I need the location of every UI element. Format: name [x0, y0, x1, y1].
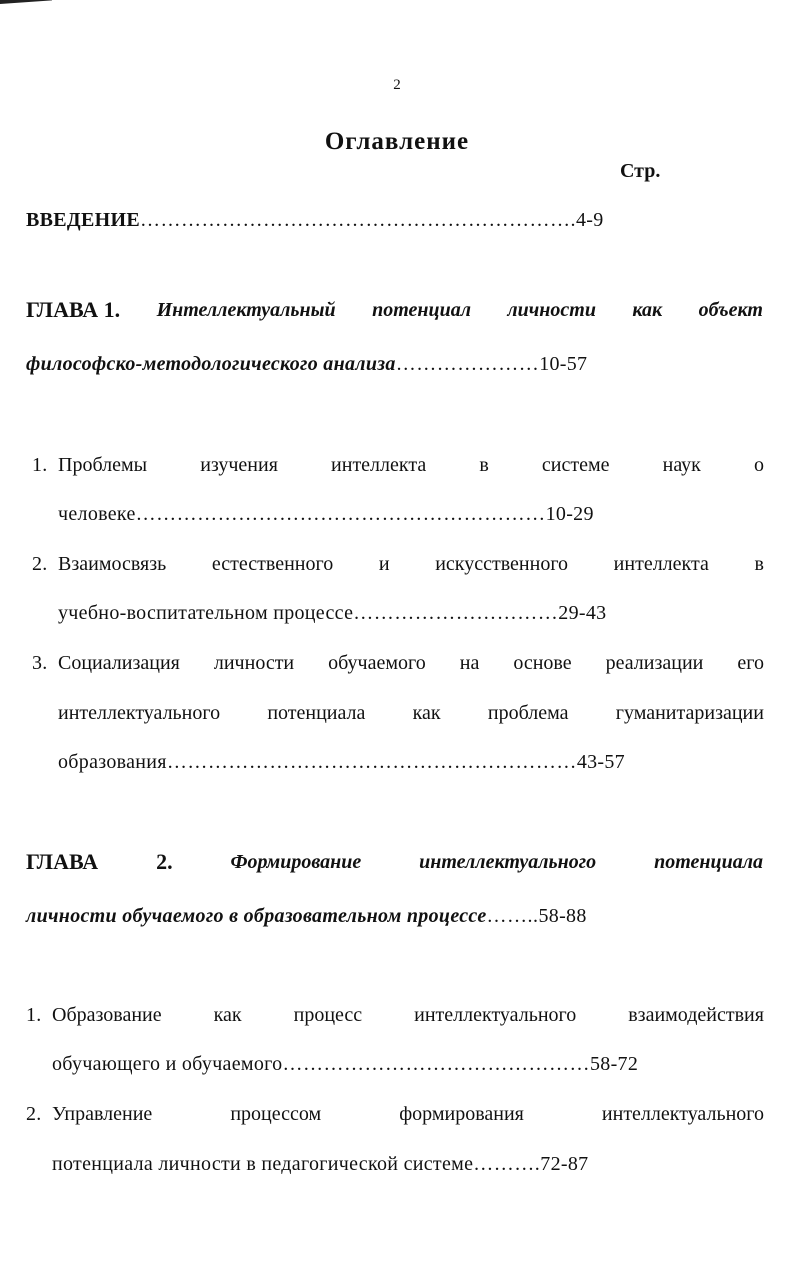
toc-intro-label: ВВЕДЕНИЕ	[26, 209, 140, 231]
page-column-label: Стр.	[620, 160, 661, 182]
chapter2-title-word: интеллектуального	[419, 851, 597, 873]
chapter1-title-cont: философско-методологического анализа	[26, 353, 396, 375]
section-word: интеллекта	[613, 553, 709, 575]
toc-page-range: 43-57	[576, 751, 625, 773]
chapter1-title-word: объект	[698, 299, 763, 321]
section-word: потенциала	[267, 702, 366, 724]
chapter1-title-word: потенциал	[372, 299, 471, 321]
toc-page-range: 29-43	[558, 602, 607, 624]
section-word: изучения	[200, 454, 278, 476]
toc-leader-dots: ……………………………………………………	[135, 503, 546, 525]
section-word: интеллекта	[331, 454, 427, 476]
toc-leader-dots: ……………………………………………………	[166, 751, 577, 773]
section-number: 2.	[32, 553, 48, 575]
section-word: гуманитаризации	[615, 702, 764, 724]
section-1-1-line2	[58, 501, 594, 527]
chapter2-label-number: 2.	[156, 849, 173, 874]
section-word: процессом	[230, 1103, 322, 1125]
section-2-1-line2	[52, 1051, 638, 1077]
chapter2-heading-line2	[26, 903, 587, 929]
section-word: Образование	[52, 1004, 162, 1026]
section-1-2-line2	[58, 600, 606, 626]
section-text: потенциала личности в педагогической системе	[52, 1153, 474, 1175]
section-word: Социализация	[58, 652, 180, 674]
toc-page-range: 58-72	[589, 1053, 639, 1075]
section-text: учебно-воспитательном процессе	[58, 602, 354, 624]
section-number: 3.	[32, 652, 48, 674]
scan-artifact	[0, 0, 52, 4]
chapter2-title-word: потенциала	[654, 851, 763, 873]
section-word: Проблемы	[58, 454, 148, 476]
section-word: на	[459, 652, 480, 674]
section-1-2-line1	[58, 551, 764, 577]
section-number: 1.	[32, 454, 48, 476]
chapter1-title-word: Интеллектуальный	[156, 299, 336, 321]
section-word: о	[754, 454, 764, 476]
section-2-1-line1	[52, 1002, 764, 1028]
section-word: и	[378, 553, 390, 575]
section-1-1-line1	[58, 452, 764, 478]
section-word: искусственного	[435, 553, 569, 575]
section-text: человеке	[58, 503, 136, 525]
section-text: обучающего и обучаемого	[52, 1053, 283, 1075]
chapter1-title-word: личности	[507, 299, 596, 321]
section-number: 1.	[26, 1004, 42, 1026]
section-word: Взаимосвязь	[58, 553, 167, 575]
section-word: Управление	[52, 1103, 153, 1125]
chapter1-label: ГЛАВА 1.	[26, 297, 121, 322]
section-word: как	[213, 1004, 242, 1026]
toc-page-range: 72-87	[540, 1153, 589, 1175]
section-1-3-line3	[58, 749, 625, 775]
section-word: естественного	[211, 553, 334, 575]
chapter1-heading-line1	[26, 297, 763, 323]
section-1-3-line2	[58, 700, 764, 726]
chapter2-label-word: ГЛАВА	[26, 849, 99, 874]
toc-page-range: 58-88	[538, 905, 587, 927]
section-word: основе	[513, 652, 572, 674]
section-word: процесс	[293, 1004, 363, 1026]
section-word: системе	[541, 454, 610, 476]
toc-leader-dots: ………………………………………	[282, 1053, 590, 1075]
chapter2-title-word: Формирование	[230, 851, 362, 873]
toc-page-range: 10-29	[545, 503, 594, 525]
toc-page-range: 4-9	[575, 209, 604, 231]
section-word: личности	[213, 652, 295, 674]
chapter2-heading-line1	[26, 849, 763, 875]
section-word: взаимодействия	[628, 1004, 764, 1026]
section-word: обучаемого	[328, 652, 426, 674]
section-word: реализации	[605, 652, 704, 674]
section-word: наук	[662, 454, 701, 476]
page-title: Оглавление	[324, 128, 470, 155]
section-1-3-line1	[58, 650, 764, 676]
section-2-2-line2	[52, 1151, 588, 1177]
chapter1-title-word: как	[632, 299, 663, 321]
section-word: интеллектуального	[601, 1103, 764, 1125]
section-word: в	[754, 553, 764, 575]
toc-leader-dots: ……….	[473, 1153, 541, 1175]
section-word: как	[412, 702, 441, 724]
page-number: 2	[393, 77, 401, 93]
section-word: его	[737, 652, 764, 674]
section-word: формирования	[399, 1103, 524, 1125]
toc-page-range: 10-57	[539, 353, 588, 375]
section-word: интеллектуального	[58, 702, 221, 724]
toc-entry-intro	[26, 207, 604, 233]
section-word: проблема	[487, 702, 569, 724]
toc-leader-dots: …………………………	[353, 602, 559, 624]
toc-leader-dots: ……..	[486, 905, 539, 927]
section-2-2-line1	[52, 1101, 764, 1127]
chapter1-heading-line2	[26, 351, 587, 377]
chapter2-title-cont: личности обучаемого в образовательном процессе	[26, 905, 487, 927]
section-word: интеллектуального	[414, 1004, 577, 1026]
section-word: в	[479, 454, 489, 476]
section-number: 2.	[26, 1103, 42, 1125]
section-text: образования	[58, 751, 167, 773]
toc-leader-dots: ……………………………………………………….	[139, 209, 576, 231]
toc-leader-dots: …………………	[395, 353, 540, 375]
